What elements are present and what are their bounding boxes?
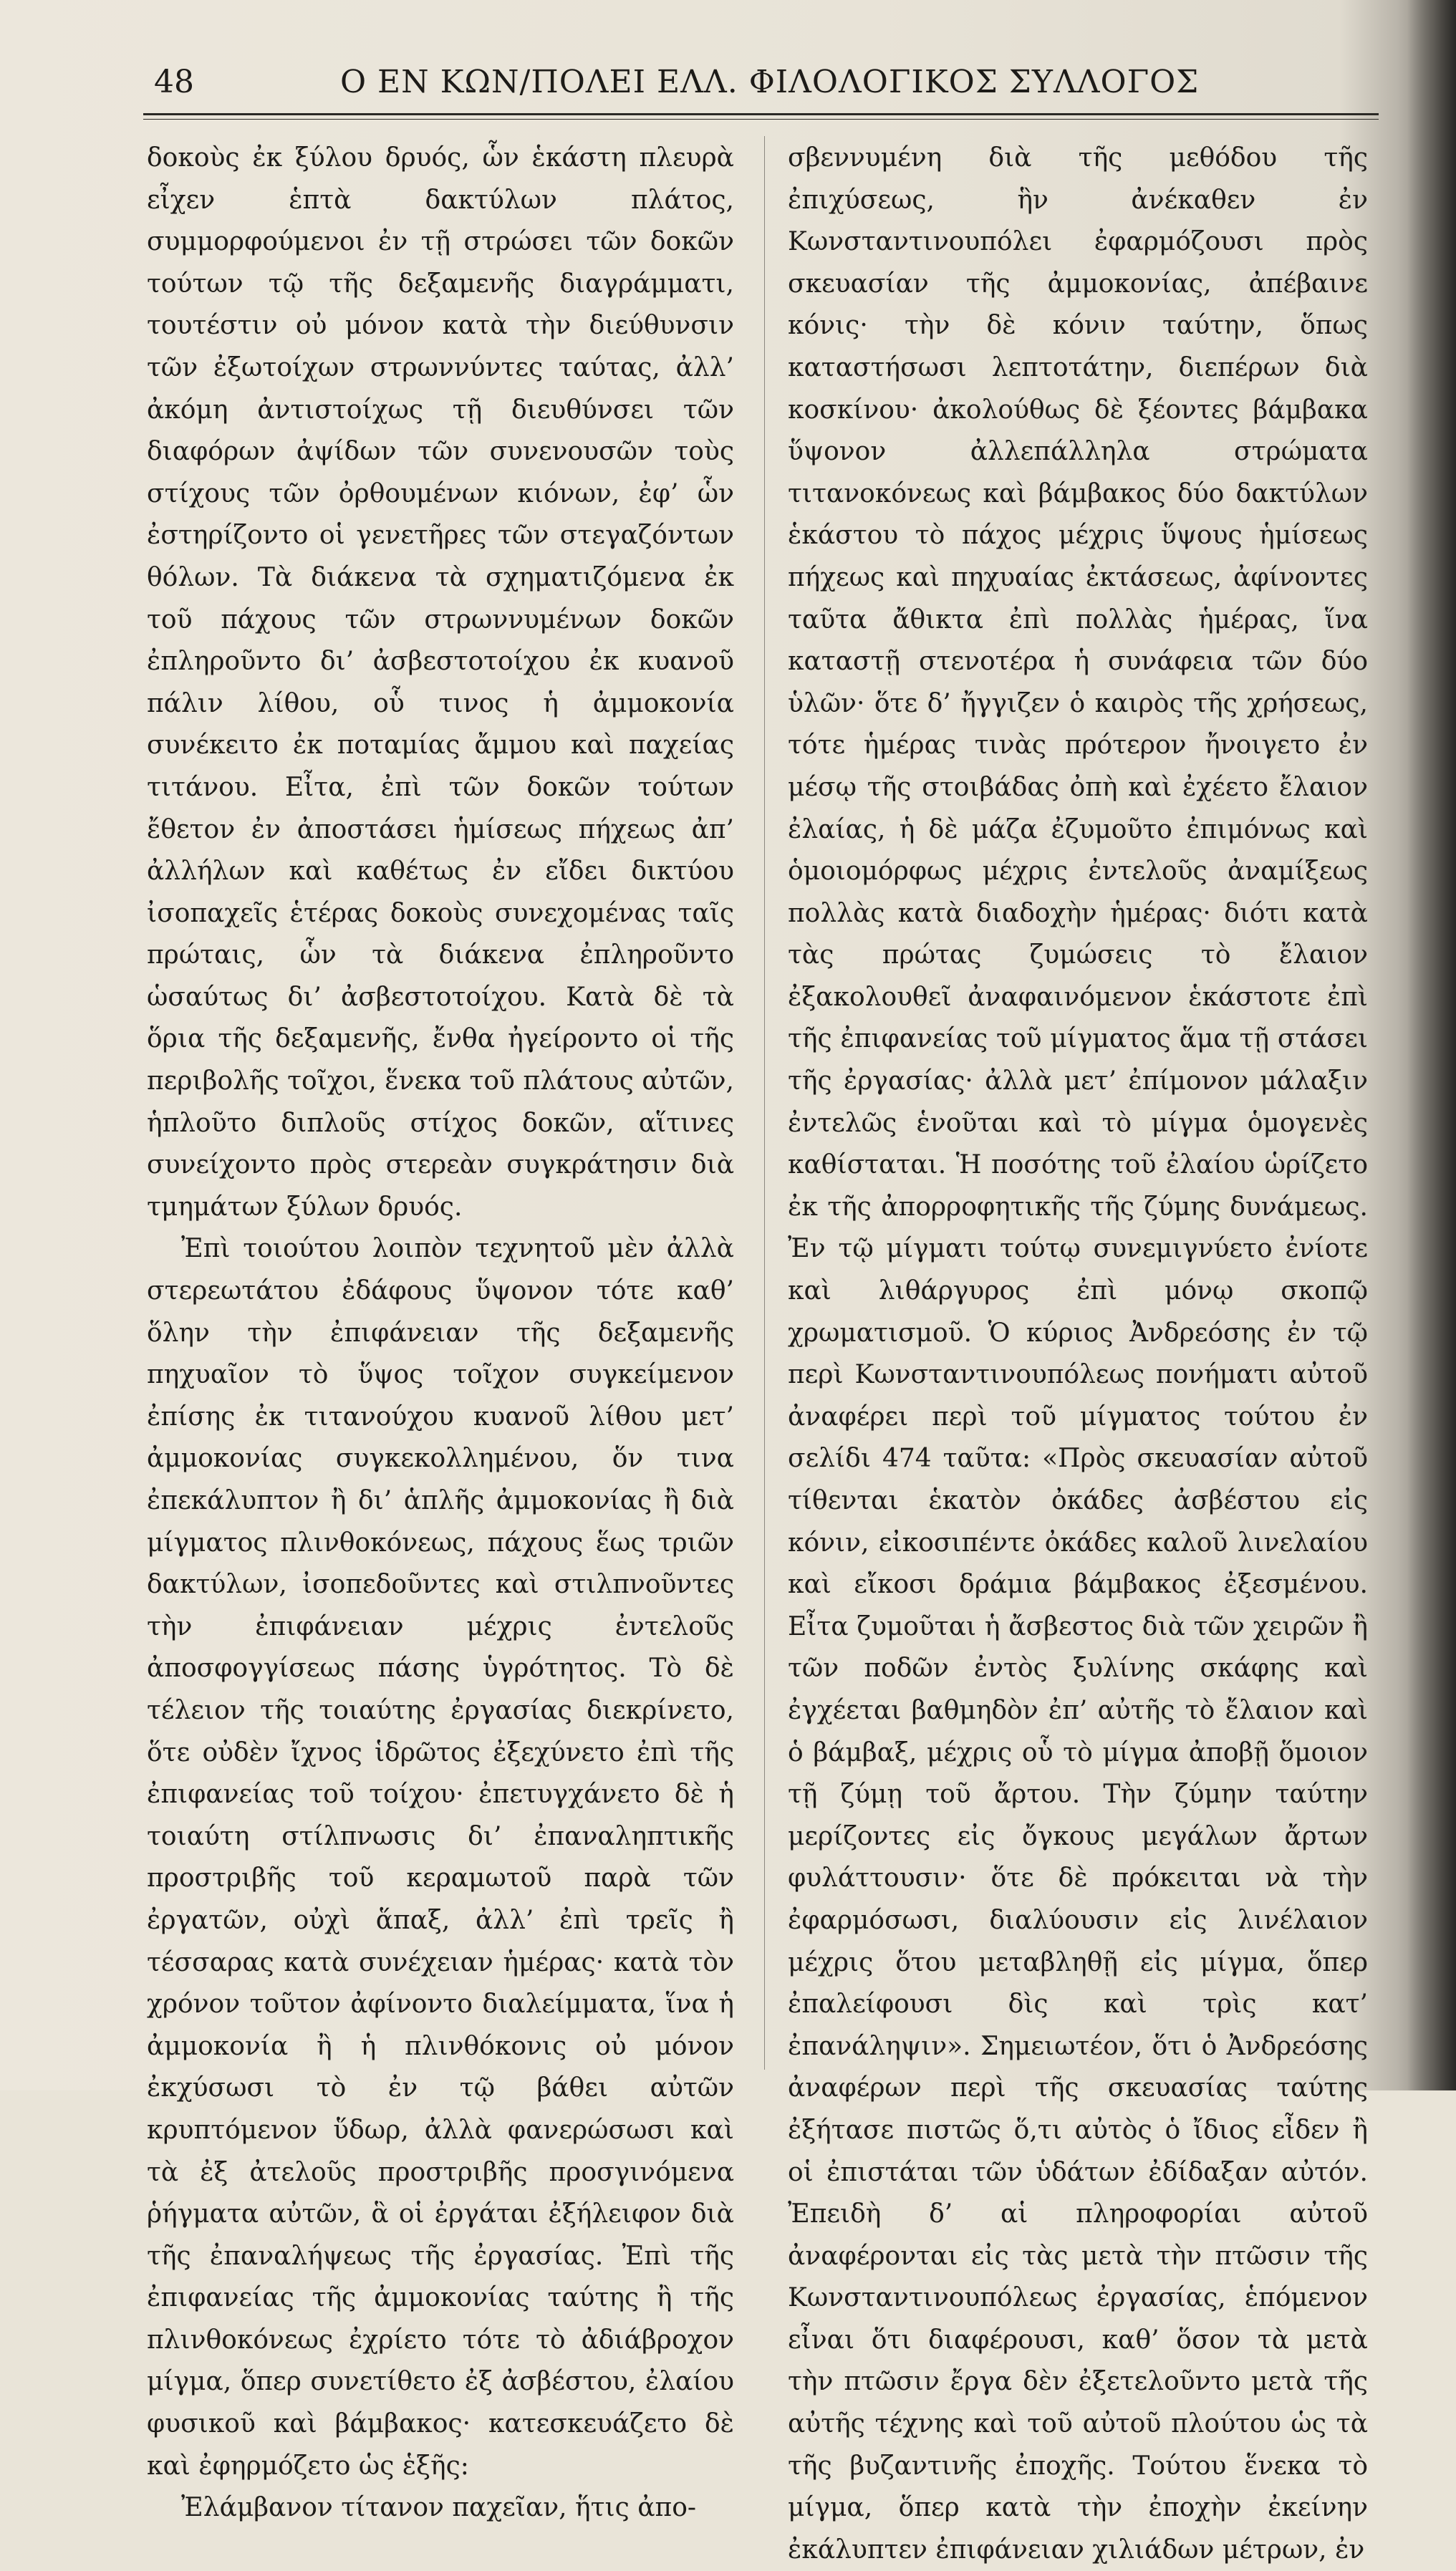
book-spine-shadow <box>1407 0 1456 2090</box>
header-rule-thin <box>143 119 1379 120</box>
header-rule <box>143 113 1379 115</box>
column-divider <box>764 136 765 2070</box>
left-paragraph-1: δοκοὺς ἐκ ξύλου δρυός, ὧν ἑκάστη πλευρὰ εἶχεν ἑπτὰ δακτύλων πλάτος, συμμορφούμενοι ἐν τῇ στρώσει τῶν δοκῶν τούτων τῷ τῆς δεξαμενῆς διαγράμματι, τουτέστιν οὐ μόνον κατὰ τὴν διεύθυνσιν τῶν ἐξωτοίχων στρωννύντες ταύτας, ἀλλ’ ἀκόμη ἀντιστοίχως τῇ διευθύνσει τῶν διαφόρων ἀψίδων τῶν συνενουσῶν τοὺς στίχους τῶν ὀρθουμένων κιόνων, ἐφ’ ὧν ἐστηρίζοντο οἱ γενετῆρες τῶν στεγαζόντων θόλων. Τὰ διάκενα τὰ σχηματιζόμενα ἐκ τοῦ πάχους τῶν στρωννυμένων δοκῶν ἐπληροῦντο δι’ ἀσβεστοτοίχου ἐκ κυανοῦ πάλιν λίθου, οὗ τινος ἡ ἀμμοκονία συνέκειτο ἐκ ποταμίας ἄμμου καὶ παχείας τιτάνου. Εἶτα, ἐπὶ τῶν δοκῶν τούτων ἔθετον ἐν ἀποστάσει ἡμίσεως πήχεως ἀπ’ ἀλλήλων καὶ καθέτως ἐν εἴδει δικτύου ἰσοπαχεῖς ἑτέρας δοκοὺς συνεχομένας ταῖς πρώταις, ὧν τὰ διάκενα ἐπληροῦντο ὡσαύτως δι’ ἀσβεστοτοίχου. Κατὰ δὲ τὰ ὅρια τῆς δεξαμενῆς, ἔνθα ἠγείροντο οἱ τῆς περιβολῆς τοῖχοι, ἕνεκα τοῦ πλάτους αὐτῶν, ἡπλοῦτο διπλοῦς στίχος δοκῶν, αἵτινες συνείχοντο πρὸς στερεὰν συγκράτησιν διὰ τμημάτων ξύλων δρυός. <box>147 143 734 1222</box>
right-paragraph-1: σβεννυμένη διὰ τῆς μεθόδου τῆς ἐπιχύσεως, ἣν ἀνέκαθεν ἐν Κωνσταντινουπόλει ἐφαρμόζουσι πρὸς σκευασίαν τῆς ἀμμοκονίας, ἀπέβαινε κόνις· τὴν δὲ κόνιν ταύτην, ὅπως καταστήσωσι λεπτοτάτην, διεπέρων διὰ κοσκίνου· ἀκολούθως δὲ ξέοντες βάμβακα ὕψονον ἀλλεπάλληλα στρώματα τιτανοκόνεως καὶ βάμβακος δύο δακτύλων ἑκάστου τὸ πάχος μέχρις ὕψους ἡμίσεως πήχεως καὶ πηχυαίας ἐκτάσεως, ἀφίνοντες ταῦτα ἄθικτα ἐπὶ πολλὰς ἡμέρας, ἵνα καταστῇ στενοτέρα ἡ συνάφεια τῶν δύο ὑλῶν· ὅτε δ’ ἤγγιζεν ὁ καιρὸς τῆς χρήσεως, τότε ἡμέρας τινὰς πρότερον ἤνοιγετο ἐν μέσῳ τῆς στοιβάδας ὀπὴ καὶ ἐχέετο ἔλαιον ἐλαίας, ἡ δὲ μάζα ἐζυμοῦτο ἐπιμόνως καὶ ὁμοιομόρφως μέχρις ἐντελοῦς ἀναμίξεως πολλὰς κατὰ διαδοχὴν ἡμέρας· διότι κατὰ τὰς πρώτας ζυμώσεις τὸ ἔλαιον ἐξακολουθεῖ ἀναφαινόμενον ἑκάστοτε ἐπὶ τῆς ἐπιφανείας τοῦ μίγματος ἅμα τῇ στάσει τῆς ἐργασίας· ἀλλὰ μετ’ ἐπίμονον μάλαξιν ἐντελῶς ἑνοῦται καὶ τὸ μίγμα ὁμογενὲς καθίσταται. Ἡ ποσότης τοῦ ἐλαίου ὡρίζετο ἐκ τῆς ἀπορροφητικῆς τῆς ζύμης δυνάμεως. Ἐν τῷ μίγματι τούτῳ συνεμιγνύετο ἐνίοτε καὶ λιθάργυρος ἐπὶ μόνῳ σκοπῷ χρωματισμοῦ. Ὁ κύριος Ἀνδρεόσης ἐν τῷ περὶ Κωνσταντινουπόλεως πονήματι αὐτοῦ ἀναφέρει περὶ τοῦ μίγματος τούτου ἐν σελίδι 474 ταῦτα: «Πρὸς σκευασίαν αὐτοῦ τίθενται ἑκατὸν ὀκάδες ἀσβέστου εἰς κόνιν, εἰκοσιπέντε ὀκάδες καλοῦ λινελαίου καὶ εἴκοσι δράμια βάμβακος ἐξεσμένου. Εἶτα ζυμοῦται ἡ ἄσβεστος διὰ τῶν χειρῶν ἢ τῶν ποδῶν ἐντὸς ξυλίνης σκάφης καὶ ἐγχέεται βαθμηδὸν ἐπ’ αὐτῆς τὸ ἔλαιον καὶ ὁ βάμβαξ, μέχρις οὗ τὸ μίγμα ἀποβῇ ὅμοιον τῇ ζύμῃ τοῦ ἄρτου. Τὴν ζύμην ταύτην μερίζοντες εἰς ὄγκους μεγάλων ἄρτων φυλάττουσιν· ὅτε δὲ πρόκειται νὰ τὴν ἐφαρμόσωσι, διαλύουσιν εἰς λινέλαιον μέχρις ὅτου μεταβληθῇ εἰς μίγμα, ὅπερ ἐπαλείφουσι δὶς καὶ τρὶς κατ’ ἐπανάληψιν». Σημειωτέον, ὅτι ὁ Ἀνδρεόσης ἀναφέρων περὶ τῆς σκευασίας ταύτης ἐξήτασε πιστῶς ὅ,τι αὐτὸς ὁ ἴδιος εἶδεν ἢ οἱ ἐπιστάται τῶν ὑδάτων ἐδίδαξαν αὐτόν. Ἐπειδὴ δ’ αἱ πληροφορίαι αὐτοῦ ἀναφέρονται εἰς τὰς μετὰ τὴν πτῶσιν τῆς Κωνσταντινουπόλεως ἐργασίας, ἑπόμενον εἶναι ὅτι διαφέρουσι, καθ’ ὅσον τὰ μετὰ τὴν πτῶσιν ἔργα δὲν ἐξετελοῦντο μετὰ τῆς αὐτῆς τέχνης καὶ τοῦ αὐτοῦ πλούτου ὡς τὰ τῆς βυζαντινῆς ἐποχῆς. Τούτου ἕνεκα τὸ μίγμα, ὅπερ κατὰ τὴν ἐποχὴν ἐκείνην ἐκάλυπτεν ἐπιφάνειαν χιλιάδων μέτρων, ἐν <box>788 143 1368 2565</box>
page-header <box>154 61 1393 111</box>
page-number: 48 <box>154 64 194 100</box>
right-column <box>788 138 1368 2571</box>
left-paragraph-2: Ἐπὶ τοιούτου λοιπὸν τεχνητοῦ μὲν ἀλλὰ στερεωτάτου ἐδάφους ὕψονον τότε καθ’ ὅλην τὴν ἐπιφάνειαν τῆς δεξαμενῆς πηχυαῖον τὸ ὕψος τοῖχον συγκείμενον ἐπίσης ἐκ τιτανούχου κυανοῦ λίθου μετ’ ἀμμοκονίας συγκεκολλημένου, ὅν τινα ἐπεκάλυπτον ἢ δι’ ἁπλῆς ἀμμοκονίας ἢ διὰ μίγματος πλινθοκόνεως, πάχους ἕως τριῶν δακτύλων, ἰσοπεδοῦντες καὶ στιλπνοῦντες τὴν ἐπιφάνειαν μέχρις ἐντελοῦς ἀποσφογγίσεως πάσης ὑγρότητος. Τὸ δὲ τέλειον τῆς τοιαύτης ἐργασίας διεκρίνετο, ὅτε οὐδὲν ἴχνος ἱδρῶτος ἐξεχύνετο ἐπὶ τῆς ἐπιφανείας τοῦ τοίχου· ἐπετυγχάνετο δὲ ἡ τοιαύτη στίλπνωσις δι’ ἐπαναληπτικῆς προστριβῆς τοῦ κεραμωτοῦ παρὰ τῶν ἐργατῶν, οὐχὶ ἅπαξ, ἀλλ’ ἐπὶ τρεῖς ἢ τέσσαρας κατὰ συνέχειαν ἡμέρας· κατὰ τὸν χρόνον τοῦτον ἀφίνοντο διαλείμματα, ἵνα ἡ ἀμμοκονία ἢ ἡ πλινθόκονις οὐ μόνον ἐκχύσωσι τὸ ἐν τῷ βάθει αὐτῶν κρυπτόμενον ὕδωρ, ἀλλὰ φανερώσωσι καὶ τὰ ἐξ ἀτελοῦς προστριβῆς προσγινόμενα ῥήγματα αὐτῶν, ἃ οἱ ἐργάται ἐξήλειφον διὰ τῆς ἐπαναλήψεως τῆς ἐργασίας. Ἐπὶ τῆς ἐπιφανείας τῆς ἀμμοκονίας ταύτης ἢ τῆς πλινθοκόνεως ἐχρίετο τότε τὸ ἀδιάβροχον μίγμα, ὅπερ συνετίθετο ἐξ ἀσβέστου, ἐλαίου φυσικοῦ καὶ βάμβακος· κατεσκευάζετο δὲ καὶ ἐφηρμόζετο ὡς ἑξῆς: <box>147 1234 734 2481</box>
running-title: Ο ΕΝ ΚΩΝ/ΠΟΛΕΙ ΕΛΛ. ΦΙΛΟΛΟΓΙΚΟΣ ΣΥΛΛΟΓΟΣ <box>340 64 1200 100</box>
left-column <box>147 138 734 2529</box>
left-paragraph-3: Ἐλάμβανον τίτανον παχεῖαν, ἥτις ἀπο- <box>181 2493 697 2523</box>
